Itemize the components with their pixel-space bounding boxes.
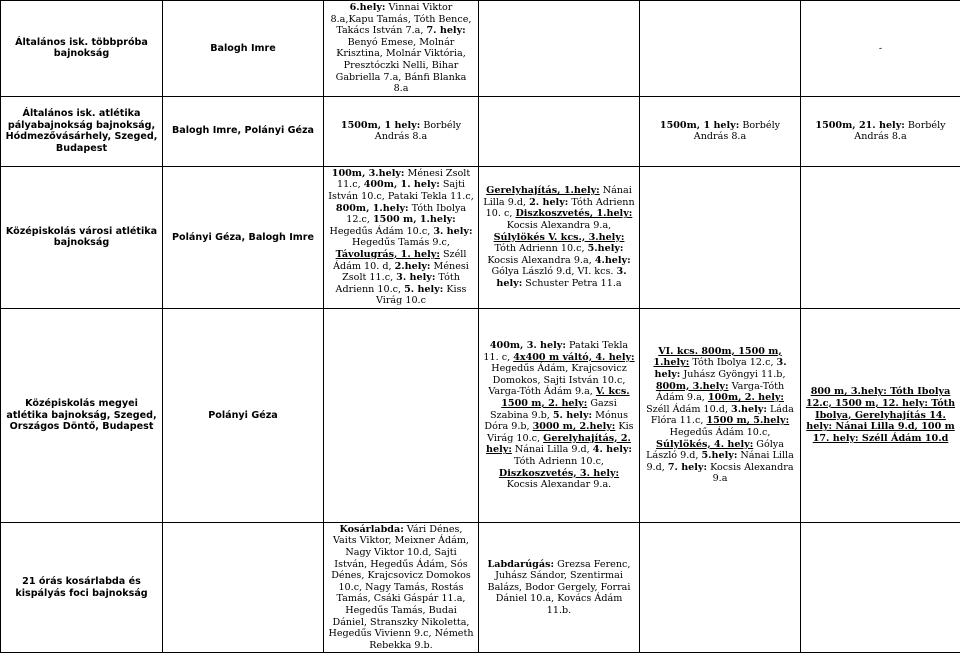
result-text: Nánai Lilla 9.d, [512,444,593,455]
result-text: Hegedűs Ádám, Krajcsovicz Domokos, Sajti István 10.c, Varga-Tóth Ádám 9.a, [488,363,626,397]
result-text: Gólya László 9.d, [646,439,784,462]
result-text: Tóth Adrienn 10.c, [336,272,460,295]
result-text: Kiss Virág 10.c [376,284,466,307]
result-text: Széll Ádám 10.d, [646,404,731,415]
result-label: 800m, 3.hely: [656,381,729,392]
result-cell [640,166,801,308]
result-cell [324,166,479,308]
result-text: Hegedűs Tamás 9.c, [352,237,450,248]
result-label: 3.hely: [731,404,767,415]
result-label: 4.hely: [595,255,631,266]
result-label: 4. hely: [593,444,632,455]
result-label: 3. hely: [433,226,472,237]
result-label: Gerelyhajítás, 2. hely: [486,433,631,456]
result-cell [324,522,479,653]
result-label: 5. hely: [553,410,592,421]
result-cell [324,96,479,166]
result-label: Diszkoszvetés, 1.hely: [515,208,632,219]
result-text: Kocsis Alexandra 9.a, [507,220,611,231]
result-label: 2. hely: [529,197,568,208]
result-label: 1500 m, 5.hely: [706,415,789,426]
result-label: Távolugrás, 1. hely: [336,249,440,260]
result-label: Súlylökés, 4. hely: [656,439,753,450]
result-label: 400m, 3. hely: [490,340,566,351]
result-text: Kocsis Alexandra 9.a [707,462,794,485]
result-text: Hegedűs Ádám 10.c, [670,427,771,438]
result-label: Diszkoszvetés, 3. hely: [499,468,619,479]
result-text: Varga-Tóth Ádám 9.a, [656,381,784,404]
result-text: Láda Flóra 11.c, [651,404,794,427]
result-label: Kosárlabda: [340,524,404,535]
result-text: Borbély András 8.a [375,120,461,143]
table-row [1,1,960,97]
result-text: Pataki Tekla 11. c, [483,340,628,363]
result-label: 6.hely: [350,2,386,13]
table-row [1,522,960,653]
result-label: 1500 m, 1.hely: [373,214,456,225]
teacher-cell: Balogh Imre [163,1,324,97]
result-text: Tóth Adrienn 10.c, [514,456,604,467]
result-text: Ménesi Zsolt 11.c, [337,168,470,191]
result-label: 7. hely: [426,25,465,36]
result-text: Juhász Gyöngyi 11.b, [680,369,785,380]
result-label: 2.hely: [395,261,431,272]
table-row [1,96,960,166]
result-label: 7. hely: [668,462,707,473]
result-text: Széll Ádám 10. d, [333,249,466,272]
teacher-cell: Balogh Imre, Polányi Géza [163,96,324,166]
result-text: Vinnai Viktor 8.a,Kapu Tamás, Tóth Bence, Takács István 7.a, [331,2,472,36]
result-text: Hegedűs Ádám 10.c, [329,226,433,237]
result-cell [324,308,479,522]
result-label: 5. hely: [404,284,443,295]
event-cell: Középiskolás megyei atlétika bajnokság, Szeged, Országos Döntő, Budapest [1,308,163,522]
table-row [1,308,960,522]
result-label: 800 m, 3.hely: Tóth Ibolya 12.c, 1500 m, 12. hely: Tóth Ibolya, Gerelyhajítás 14. hely: Nánai Lilla 9.d, 100 m 17. hely: Széll Ádám 10.d [806,386,955,443]
result-text: Ménesi Zsolt 11.c, [342,261,469,284]
result-cell [640,522,801,653]
result-text: Sajti István 10.c, Pataki Tekla 11.c, [328,179,474,202]
table-row [1,166,960,308]
result-label: 1500m, 21. hely: [815,120,904,131]
event-cell: Középiskolás városi atlétika bajnokság [1,166,163,308]
result-cell [801,96,960,166]
event-cell: 21 órás kosárlabda és kispályás foci bajnokság [1,522,163,653]
result-text: Kocsis Alexandra 9.a, [487,255,594,266]
result-text: Vári Dénes, Vaits Viktor, Meixner Ádám, Nagy Viktor 10.d, Sajti István, Hegedűs Ádám, Sós Dénes, Krajcsovicz Domokos 10.c, Nagy Tamás, Rostás Tamás, Csáki Gáspár 11.a, Hegedűs Tamás, Budai Dániel, Stranszky Nikoletta, Hegedűs Vivienn 9.c, Németh Rebekka 9.b. [328,524,473,651]
result-text: Grezsa Ferenc, Juhász Sándor, Szentirmai Balázs, Bodor Gergely, Forrai Dániel 10.a, Kovács Ádám 11.b. [488,559,631,616]
result-label: 3. hely: [654,357,786,380]
result-cell [801,1,960,97]
result-label: 5.hely: [702,450,738,461]
result-label: 800m, 1.hely: [336,203,409,214]
result-text: Borbély András 8.a [694,120,780,143]
result-label: 400m, 1. hely: [364,179,440,190]
result-text: Borbély András 8.a [854,120,945,143]
result-text: Nánai Lilla 9.d, [483,185,632,208]
result-label: 1500m, 1 hely: [660,120,739,131]
result-text: Gólya László 9.d, VI. kcs. [491,266,616,277]
result-label: Súlylökés V. kcs., 3.hely: [494,232,625,243]
result-text: - [879,43,882,54]
teacher-cell [163,522,324,653]
result-label: 1500m, 1 hely: [341,120,420,131]
result-cell [479,308,640,522]
result-label: V. kcs. 1500 m, 2. hely: [501,386,629,409]
result-text: Tóth Adrienn 10. c, [486,197,635,220]
result-label: Labdarúgás: [488,559,555,570]
result-cell [479,96,640,166]
result-label: Gerelyhajítás, 1.hely: [486,185,600,196]
result-text: Tóth Ibolya 12.c, [346,203,466,226]
result-label: 100m, 2. hely: [708,392,784,403]
result-label: 3000 m, 2.hely: [533,421,616,432]
result-label: 3. hely: [496,266,626,289]
result-cell [324,1,479,97]
result-label: VI. kcs. 800m, 1500 m, 1.hely: [653,346,781,369]
result-cell [801,166,960,308]
result-cell [479,166,640,308]
result-text: Gazsi Szabina 9.b, [490,398,617,421]
event-cell: Általános isk. atlétika pályabajnokság bajnokság, Hódmezővásárhely, Szeged, Budapest [1,96,163,166]
result-text: Nánai Lilla 9.d, [646,450,793,473]
event-cell: Általános isk. többpróba bajnokság [1,1,163,97]
teacher-cell: Polányi Géza, Balogh Imre [163,166,324,308]
result-cell [801,308,960,522]
result-text: Tóth Adrienn 10.c, [495,243,588,254]
result-text: Benyó Emese, Molnár Krisztina, Molnár Viktória, Presztóczki Nelli, Bihar Gabriella 7.a, Bánfi Blanka 8.a [336,37,467,94]
result-cell [801,522,960,653]
result-label: 100m, 3.hely: [332,168,405,179]
result-text: Mónus Dóra 9.b, [484,410,628,433]
result-text: Schuster Petra 11.a [522,278,621,289]
result-cell [640,1,801,97]
result-cell [479,522,640,653]
result-text: Tóth Ibolya 12.c, [689,357,776,368]
result-text: Kis Virág 10.c, [487,421,633,444]
result-label: 3. hely: [396,272,435,283]
teacher-cell: Polányi Géza [163,308,324,522]
result-cell [640,308,801,522]
result-cell [640,96,801,166]
result-label: 4x400 m váltó, 4. hely: [513,352,634,363]
result-label: 5.hely: [588,243,624,254]
result-cell [479,1,640,97]
result-text: Kocsis Alexandar 9.a. [507,479,611,490]
